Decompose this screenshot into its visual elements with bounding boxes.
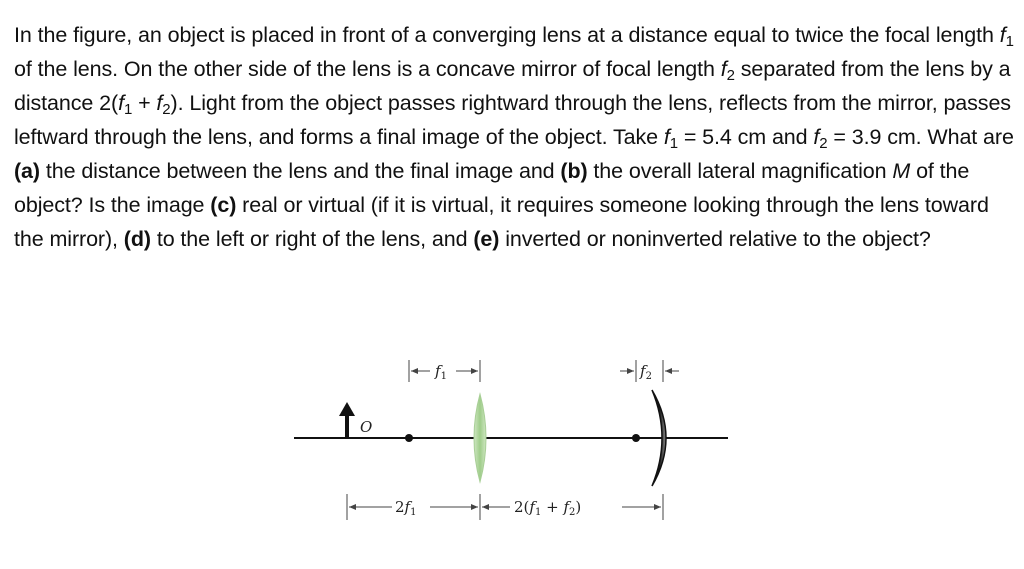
svg-text:f2: $f_2$ <box>640 362 652 382</box>
dist-2f1f2-label: $2(f_1 + f_2)$ <box>514 498 582 518</box>
part-c-label: (c) <box>210 193 237 217</box>
f2-dim-label: f <box>640 362 646 380</box>
svg-text:f1: $f_1$ <box>435 362 447 382</box>
mirror-focal-point <box>632 434 640 442</box>
optics-diagram <box>280 352 740 527</box>
f2-symbol: f <box>720 57 727 81</box>
part-b-label: (b) <box>560 159 588 183</box>
part-a-label: (a) <box>14 159 40 183</box>
f1-dim-label: f <box>435 362 441 380</box>
part-e-label: (e) <box>473 227 500 251</box>
lens-focal-point <box>405 434 413 442</box>
optics-figure <box>280 352 740 527</box>
part-d-label: (d) <box>123 227 151 251</box>
object-arrow <box>339 402 355 438</box>
magnification-symbol: M <box>892 159 911 183</box>
f1-symbol: f <box>999 23 1006 47</box>
object-label: O <box>360 418 373 436</box>
converging-lens <box>474 394 486 482</box>
question-text: In the figure, an object is placed in front of a converging lens at a distance equal to twice the focal length $f_1$ of the lens. On the other side of the lens is a concave mirror of focal length $f_2$ separated from the lens by a distance $2(f_1 + f_2)$. Light from the object passes rightward through the lens, reflects from the mirror, passes leftward through the lens, and forms a final image of the object. Take $f_1 = 5.4$ cm and $f_2 = 3.9$ cm. What are (a) the distance between the lens and the final image and (b) the overall lateral magnification M of the object? Is the image (c) real or virtual (if it is virtual, it requires someone looking through the lens toward the mirror), (d) to the left or right of the lens, and (e) inverted or noninverted relative to the object? <box>14 23 1014 251</box>
dist-2f1-label: $2f_1$ <box>395 498 417 518</box>
